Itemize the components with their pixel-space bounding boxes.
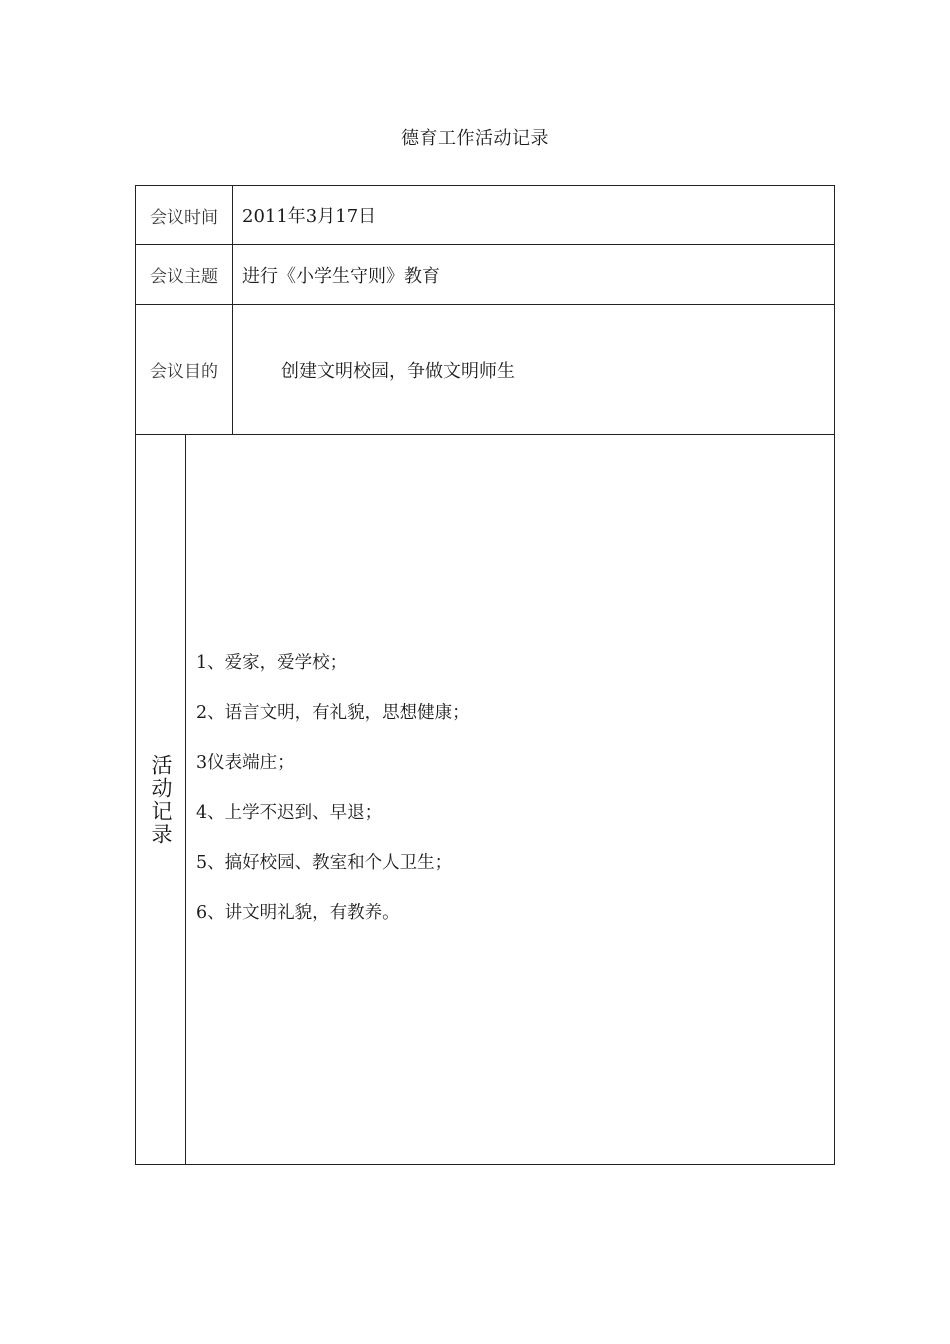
- meeting-topic-value: 进行《小学生守则》教育: [242, 265, 440, 287]
- row-activity-record: [136, 435, 834, 1164]
- row-meeting-time: [136, 186, 834, 245]
- row-meeting-topic: [136, 245, 834, 305]
- activity-record-label-cell: [136, 435, 186, 1164]
- meeting-time-label: 会议时间: [136, 186, 233, 244]
- list-item: 3仪表端庄；: [196, 753, 295, 773]
- list-item: 6、讲文明礼貌，有教养。: [196, 903, 400, 923]
- page-title: 德育工作活动记录: [401, 128, 549, 149]
- meeting-purpose-value: 创建文明校园，争做文明师生: [281, 360, 515, 382]
- meeting-purpose-label: 会议目的: [136, 305, 233, 434]
- meeting-topic-label: 会议主题: [136, 245, 233, 304]
- activity-record-label: 活动记录: [149, 753, 173, 846]
- meeting-time-value: 2011年3月17日: [242, 206, 377, 227]
- list-item: 4、上学不迟到、早退；: [196, 803, 383, 823]
- activity-list: [196, 647, 824, 947]
- record-table: [135, 185, 835, 1165]
- list-item: 1、爱家，爱学校；: [196, 653, 348, 673]
- list-item: 5、搞好校园、教室和个人卫生；: [196, 853, 453, 873]
- list-item: 2、语言文明，有礼貌，思想健康；: [196, 703, 470, 723]
- row-meeting-purpose: [136, 305, 834, 435]
